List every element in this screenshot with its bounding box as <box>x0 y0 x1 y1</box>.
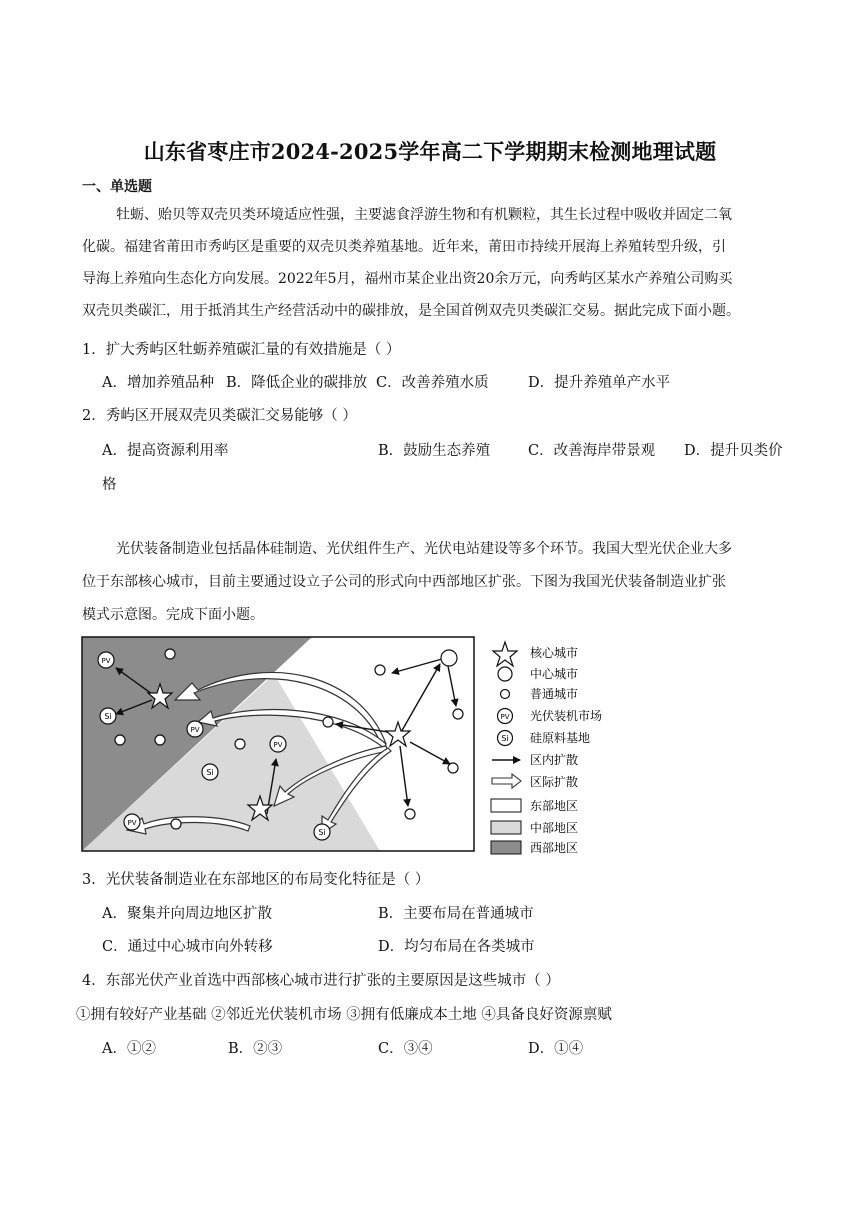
legend-label-interregional: 区际扩散 <box>530 775 579 789</box>
question-2-option-c[interactable]: C．改善海岸带景观 <box>528 443 656 459</box>
ordinary-city <box>448 763 458 773</box>
question-2-option-d[interactable]: D．提升贝类价 <box>684 443 783 459</box>
page-title: 山东省枣庄市2024-2025学年高二下学期期末检测地理试题 <box>143 139 717 164</box>
si-label: Si <box>104 712 112 721</box>
passage1-line-3: 导海上养殖向生态化方向发展。2022年5月，福州市某企业出资20余万元，向秀屿区某水产养殖公司购买 <box>82 271 733 287</box>
legend-middle-swatch <box>491 821 521 834</box>
pv-label: PV <box>190 726 200 734</box>
legend-hollow-arrow-icon <box>492 774 521 788</box>
legend-label-core-city: 核心城市 <box>530 646 579 660</box>
question-4-option-a[interactable]: A．①② <box>102 1041 156 1057</box>
si-label: Si <box>318 828 326 837</box>
si-base-marker <box>202 764 218 780</box>
question-3-option-d[interactable]: D．均匀布局在各类城市 <box>378 939 535 955</box>
ordinary-city <box>155 735 165 745</box>
passage2-line-1: 光伏装备制造业包括晶体硅制造、光伏组件生产、光伏电站建设等多个环节。我国大型光伏企业大多 <box>116 541 732 557</box>
legend-label-east: 东部地区 <box>530 799 579 813</box>
legend-star-icon <box>493 642 517 666</box>
legend-si-symbol-text: Si <box>501 734 509 743</box>
legend-label-center-city: 中心城市 <box>530 667 579 681</box>
question-3-option-a[interactable]: A．聚集并向周边地区扩散 <box>102 906 272 922</box>
legend-ordinary-city-icon <box>501 690 510 699</box>
pv-market-marker <box>270 736 286 752</box>
question-3-option-b[interactable]: B．主要布局在普通城市 <box>378 906 534 922</box>
legend-label-pv-market: 光伏装机市场 <box>530 709 603 723</box>
question-1-option-b[interactable]: B．降低企业的碳排放 <box>226 375 368 391</box>
passage1-line-4: 双壳贝类碳汇，用于抵消其生产经营活动中的碳排放，是全国首例双壳贝类碳汇交易。据此完成下面小题。 <box>82 303 740 319</box>
ordinary-city <box>453 709 463 719</box>
si-label: Si <box>206 768 214 777</box>
pv-market-marker <box>98 652 114 668</box>
question-4-option-c[interactable]: C．③④ <box>378 1041 433 1057</box>
si-base-marker <box>100 708 116 724</box>
question-4-items: ①拥有较好产业基础 ②邻近光伏装机市场 ③拥有低廉成本土地 ④具备良好资源禀赋 <box>76 1007 612 1023</box>
ordinary-city <box>235 739 245 749</box>
pv-market-marker <box>124 814 140 830</box>
ordinary-city <box>375 665 385 675</box>
passage2-line-2: 位于东部核心城市，目前主要通过设立子公司的形式向中西部地区扩张。下图为我国光伏装备制造业扩张 <box>82 574 726 590</box>
pv-expansion-map <box>80 634 780 856</box>
legend-pv-symbol-text: PV <box>500 713 510 721</box>
ordinary-city <box>115 735 125 745</box>
legend-east-swatch <box>491 799 521 812</box>
question-1-option-d[interactable]: D．提升养殖单产水平 <box>528 375 671 391</box>
section-heading: 一、单选题 <box>82 179 152 195</box>
ordinary-city <box>323 717 333 727</box>
question-2-option-b[interactable]: B．鼓励生态养殖 <box>378 443 491 459</box>
legend <box>491 642 602 855</box>
question-2-option-a[interactable]: A．提高资源利用率 <box>102 443 229 459</box>
passage1-line-1: 牡蛎、贻贝等双壳贝类环境适应性强，主要滤食浮游生物和有机颗粒，其生长过程中吸收并固定二氧 <box>116 207 732 223</box>
ordinary-city <box>165 649 175 659</box>
legend-west-swatch <box>491 841 521 854</box>
question-2-stem: 2．秀屿区开展双壳贝类碳汇交易能够（ ） <box>82 408 357 424</box>
question-3-stem: 3．光伏装备制造业在东部地区的布局变化特征是（ ） <box>82 872 430 888</box>
legend-label-intraregional: 区内扩散 <box>530 753 579 767</box>
passage1-line-2: 化碳。福建省莆田市秀屿区是重要的双壳贝类养殖基地。近年来，莆田市持续开展海上养殖转型升级，引 <box>82 239 726 255</box>
legend-label-west: 西部地区 <box>530 841 579 855</box>
pv-label: PV <box>101 657 111 665</box>
question-4-option-b[interactable]: B．②③ <box>228 1041 283 1057</box>
si-base-marker <box>314 824 330 840</box>
legend-center-city-icon <box>498 667 512 681</box>
passage2-line-3: 模式示意图。完成下面小题。 <box>82 607 264 623</box>
ordinary-city <box>405 809 415 819</box>
pv-label: PV <box>273 741 283 749</box>
question-2-option-d-continued: 格 <box>102 477 117 493</box>
question-1-option-c[interactable]: C．改善养殖水质 <box>376 375 489 391</box>
legend-label-middle: 中部地区 <box>530 821 579 835</box>
center-city <box>441 650 457 666</box>
question-4-stem: 4．东部光伏产业首选中西部核心城市进行扩张的主要原因是这些城市（ ） <box>82 973 560 989</box>
question-1-stem: 1．扩大秀屿区牡蛎养殖碳汇量的有效措施是（ ） <box>82 342 401 358</box>
legend-label-ordinary-city: 普通城市 <box>530 687 579 701</box>
pv-market-marker <box>187 721 203 737</box>
question-3-option-c[interactable]: C．通过中心城市向外转移 <box>102 939 273 955</box>
question-4-option-d[interactable]: D．①④ <box>528 1041 584 1057</box>
question-1-option-a[interactable]: A．增加养殖品种 <box>102 375 214 391</box>
pv-expansion-figure <box>80 634 780 856</box>
pv-label: PV <box>127 819 137 827</box>
ordinary-city <box>171 819 181 829</box>
legend-label-si-base: 硅原料基地 <box>530 731 591 745</box>
